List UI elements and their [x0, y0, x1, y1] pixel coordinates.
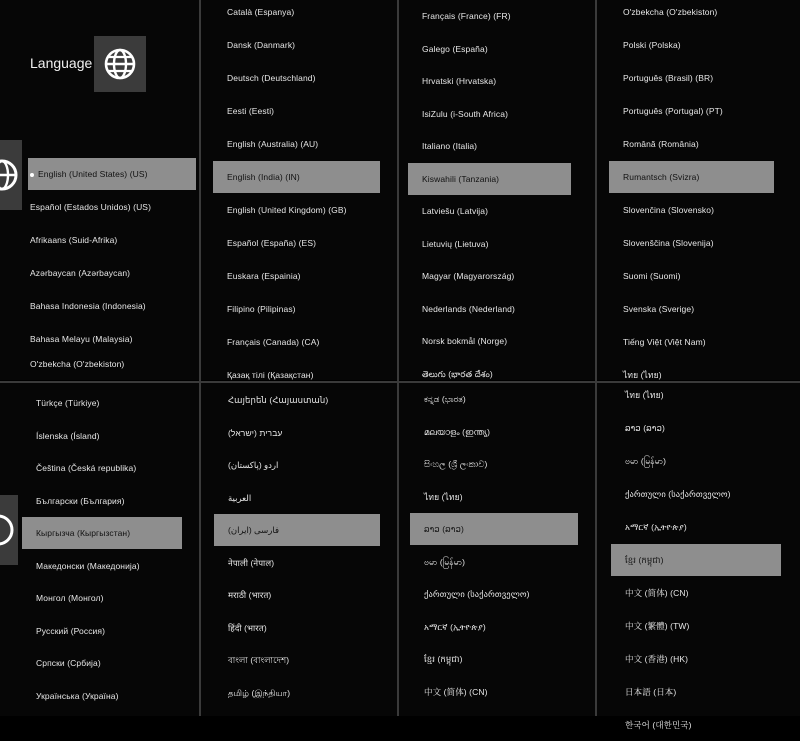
language-option[interactable] — [227, 29, 295, 61]
language-option-label: සිංහල (ශ්‍රී ලංකාව) — [424, 459, 488, 469]
language-option-label: Čeština (Česká republika) — [36, 463, 137, 473]
language-option-label: മലയാളം (ഇന്ത്യ) — [424, 426, 491, 437]
language-option-label: ລາວ (ລາວ) — [424, 524, 464, 534]
language-option-label: 中文 (简体) (CN) — [625, 588, 689, 598]
language-option[interactable] — [410, 513, 578, 545]
language-option-label: Română (România) — [623, 139, 699, 149]
language-option-label: English (United States) (US) — [38, 169, 148, 179]
language-option[interactable] — [30, 290, 146, 322]
language-option-label: ಕನ್ನಡ (ಭಾರತ) — [424, 394, 466, 404]
panel-top-4 — [597, 0, 800, 380]
language-option-label: Suomi (Suomi) — [623, 271, 681, 281]
language-option-label: 中文 (简体) (CN) — [424, 686, 488, 697]
language-option-label: 中文 (繁體) (TW) — [625, 621, 690, 631]
language-option-label: ქართული (საქართველო) — [424, 589, 530, 599]
language-option-label: العربية — [228, 492, 252, 503]
language-option[interactable] — [625, 610, 689, 642]
language-option[interactable] — [422, 65, 496, 97]
divider — [397, 0, 399, 716]
language-option-label: Türkçe (Türkiye) — [36, 398, 100, 408]
panel-bottom-2 — [201, 383, 397, 716]
language-option[interactable] — [625, 478, 731, 510]
language-option[interactable] — [36, 452, 136, 484]
language-option[interactable] — [228, 677, 290, 709]
panel-top-1 — [0, 0, 199, 380]
language-option[interactable] — [424, 611, 486, 643]
language-option[interactable] — [623, 62, 713, 94]
language-option-label: Lietuvių (Lietuva) — [422, 238, 489, 249]
language-option-label: Magyar (Magyarország) — [422, 271, 515, 281]
language-option[interactable] — [227, 260, 301, 292]
divider — [199, 0, 201, 716]
language-option-label: Filipino (Pilipinas) — [227, 304, 296, 314]
language-option[interactable] — [228, 644, 289, 676]
language-option-label: Azərbaycan (Azərbaycan) — [30, 268, 131, 278]
language-option-label: አማርኛ (ኢትዮጵያ) — [625, 522, 687, 532]
language-option[interactable] — [623, 260, 681, 292]
language-option[interactable] — [623, 194, 714, 226]
language-option-label: Қазақ тілі (Қазақстан) — [227, 370, 314, 380]
language-option[interactable] — [625, 643, 688, 675]
language-option-label: اردو (پاکستان) — [228, 460, 279, 470]
language-option[interactable] — [228, 612, 267, 644]
language-option-label: Кыргызча (Кыргызстан) — [36, 528, 131, 538]
language-option-label: Íslenska (Ísland) — [36, 430, 100, 441]
language-option-label: Македонски (Македонија) — [36, 560, 140, 571]
language-option[interactable] — [424, 643, 463, 675]
language-option[interactable] — [424, 481, 463, 513]
language-option[interactable] — [611, 544, 781, 576]
language-option[interactable] — [422, 228, 489, 260]
language-option[interactable] — [228, 384, 328, 416]
language-option[interactable] — [22, 517, 182, 549]
language-option[interactable] — [623, 227, 714, 259]
language-option[interactable] — [214, 514, 380, 546]
language-option[interactable] — [227, 95, 274, 127]
language-option[interactable] — [227, 194, 347, 226]
language-option[interactable] — [36, 550, 140, 582]
language-option-label: Русский (Россия) — [36, 625, 106, 636]
language-option[interactable] — [422, 98, 508, 130]
language-option[interactable] — [623, 293, 694, 325]
language-option-label: Français (France) (FR) — [422, 11, 511, 21]
language-option[interactable] — [424, 676, 488, 708]
language-option-label: தமிழ் (இந்தியா) — [228, 687, 291, 698]
language-option-label: Tiếng Việt (Việt Nam) — [623, 337, 706, 347]
panel-bottom-3 — [399, 383, 595, 716]
language-option[interactable] — [422, 33, 488, 65]
language-option-label: 한국어 (대한민국) — [625, 720, 692, 730]
language-option-label: ไทย (ไทย) — [424, 491, 463, 502]
language-option[interactable] — [625, 445, 666, 477]
language-option[interactable] — [36, 420, 100, 452]
language-option-label: 日本語 (日本) — [625, 687, 677, 697]
language-option[interactable] — [36, 485, 125, 517]
language-option-label: Español (Estados Unidos) (US) — [30, 202, 152, 212]
globe-icon — [0, 140, 22, 210]
language-option[interactable] — [36, 582, 104, 614]
language-option[interactable] — [623, 326, 706, 358]
language-option[interactable] — [228, 482, 251, 514]
language-option-label: ไทย (ไทย) — [623, 370, 662, 380]
language-option-label: Slovenščina (Slovenija) — [623, 238, 714, 248]
language-option-label: हिंदी (भारत) — [228, 622, 267, 633]
language-option-label: Galego (España) — [422, 43, 488, 54]
language-option[interactable] — [30, 257, 130, 289]
language-option[interactable] — [36, 647, 101, 679]
language-option-label: ဗမာ (မြန်မာ) — [625, 456, 667, 466]
language-option[interactable] — [424, 416, 490, 448]
language-option[interactable] — [227, 227, 316, 259]
language-option[interactable] — [36, 387, 99, 419]
language-option-label: English (United Kingdom) (GB) — [227, 205, 347, 215]
language-option[interactable] — [422, 293, 515, 325]
language-option-label: ខ្មែរ (កម្ពុជា) — [625, 555, 664, 565]
language-option-label: Afrikaans (Suid-Afrika) — [30, 235, 118, 245]
language-option[interactable] — [422, 260, 514, 292]
language-option-label: Монгол (Монгол) — [36, 593, 104, 603]
language-option-label: Hrvatski (Hrvatska) — [422, 76, 497, 86]
language-option[interactable] — [227, 326, 319, 358]
language-option-label: O'zbekcha (O'zbekiston) — [30, 359, 125, 369]
language-option[interactable] — [623, 128, 699, 160]
language-option[interactable] — [28, 158, 196, 190]
language-option-label: Bahasa Indonesia (Indonesia) — [30, 301, 146, 311]
language-option-label: ქართული (საქართველო) — [625, 489, 731, 499]
language-option[interactable] — [422, 0, 511, 32]
language-option[interactable] — [228, 417, 282, 449]
panel-bottom-4 — [597, 383, 800, 730]
language-option[interactable] — [625, 511, 687, 543]
language-option-label: Latviešu (Latvija) — [422, 206, 489, 216]
language-option-label: Euskara (Espainia) — [227, 271, 301, 281]
language-option-label: Bahasa Melayu (Malaysia) — [30, 334, 133, 344]
panel-top-2 — [201, 0, 397, 380]
language-option[interactable] — [227, 293, 296, 325]
language-option[interactable] — [623, 0, 717, 28]
language-option[interactable] — [609, 161, 774, 193]
language-option[interactable] — [36, 615, 105, 647]
language-option-label: IsiZulu (i-South Africa) — [422, 108, 509, 119]
language-option-label: ខ្មែរ (កម្ពុជា) — [424, 654, 463, 664]
language-option-label: فارسی (ایران) — [228, 525, 280, 535]
language-option[interactable] — [424, 578, 530, 610]
divider — [595, 0, 597, 716]
language-option-label: తెలుగు (భారత దేశం) — [422, 368, 493, 379]
language-option[interactable] — [625, 412, 665, 444]
language-option[interactable] — [30, 348, 124, 380]
language-option[interactable] — [227, 62, 316, 94]
language-option-label: Rumantsch (Svizra) — [623, 172, 700, 182]
language-option-label: Српски (Србија) — [36, 658, 101, 668]
language-option[interactable] — [408, 163, 571, 195]
language-option-label: Հայերեն (Հայաստան) — [228, 395, 329, 405]
language-option-label: Português (Brasil) (BR) — [623, 73, 714, 83]
language-option[interactable] — [625, 577, 689, 609]
language-option-label: ဗမာ (မြန်မာ) — [424, 556, 466, 567]
language-option-label: Italiano (Italia) — [422, 141, 478, 151]
language-option[interactable] — [424, 448, 487, 480]
language-option-label: Português (Portugal) (PT) — [623, 106, 723, 116]
language-option-label: O'zbekcha (O'zbekiston) — [623, 7, 718, 17]
language-option[interactable] — [30, 191, 151, 223]
language-option[interactable] — [213, 161, 380, 193]
language-option[interactable] — [227, 0, 294, 28]
language-option-label: Nederlands (Nederland) — [422, 303, 515, 314]
language-option-label: English (Australia) (AU) — [227, 139, 319, 149]
language-option-label: ไทย (ไทย) — [625, 390, 664, 400]
language-option[interactable] — [36, 680, 119, 712]
language-option[interactable] — [422, 130, 477, 162]
language-option-label: አማርኛ (ኢትዮጵያ) — [424, 621, 486, 632]
globe-icon — [0, 495, 18, 565]
language-option-label: 中文 (香港) (HK) — [625, 654, 689, 664]
language-option-label: Norsk bokmål (Norge) — [422, 336, 508, 346]
page-title: Language — [30, 55, 93, 71]
globe-icon — [94, 36, 146, 92]
language-option[interactable] — [228, 547, 274, 579]
language-option-label: Svenska (Sverige) — [623, 304, 695, 314]
panel-bottom-1 — [0, 383, 199, 716]
language-option-label: Eesti (Eesti) — [227, 106, 275, 116]
language-option[interactable] — [625, 379, 664, 411]
language-option-label: עברית (ישראל) — [228, 427, 283, 438]
language-option-label: Български (България) — [36, 495, 125, 506]
language-option-label: English (India) (IN) — [227, 172, 300, 182]
language-option-label: ລາວ (ລາວ) — [625, 423, 665, 433]
language-option-label: Polski (Polska) — [623, 40, 681, 50]
language-option-label: বাংলা (বাংলাদেশ) — [228, 655, 290, 665]
language-option[interactable] — [625, 709, 692, 741]
language-option[interactable] — [623, 95, 723, 127]
language-option-label: Deutsch (Deutschland) — [227, 73, 316, 83]
language-option-label: Français (Canada) (CA) — [227, 337, 320, 347]
language-option[interactable] — [422, 325, 507, 357]
language-option[interactable] — [625, 676, 676, 708]
language-option[interactable] — [228, 449, 278, 481]
language-option[interactable] — [228, 579, 271, 611]
language-option[interactable] — [623, 29, 681, 61]
divider — [0, 381, 800, 383]
language-option-label: Slovenčina (Slovensko) — [623, 205, 715, 215]
language-option[interactable] — [227, 128, 318, 160]
language-option[interactable] — [422, 195, 488, 227]
language-option[interactable] — [424, 546, 465, 578]
language-option-label: Català (Espanya) — [227, 7, 295, 17]
language-option[interactable] — [30, 224, 117, 256]
language-option-label: Español (España) (ES) — [227, 238, 317, 248]
language-option-label: नेपाली (नेपाल) — [228, 557, 275, 568]
language-option-label: Українська (Україна) — [36, 690, 119, 701]
language-option-label: मराठी (भारत) — [228, 590, 272, 600]
language-option[interactable] — [424, 383, 466, 415]
selected-dot-icon — [30, 173, 34, 177]
panel-top-3 — [399, 0, 595, 380]
language-option-label: Kiswahili (Tanzania) — [422, 173, 500, 184]
language-option-label: Dansk (Danmark) — [227, 40, 296, 50]
